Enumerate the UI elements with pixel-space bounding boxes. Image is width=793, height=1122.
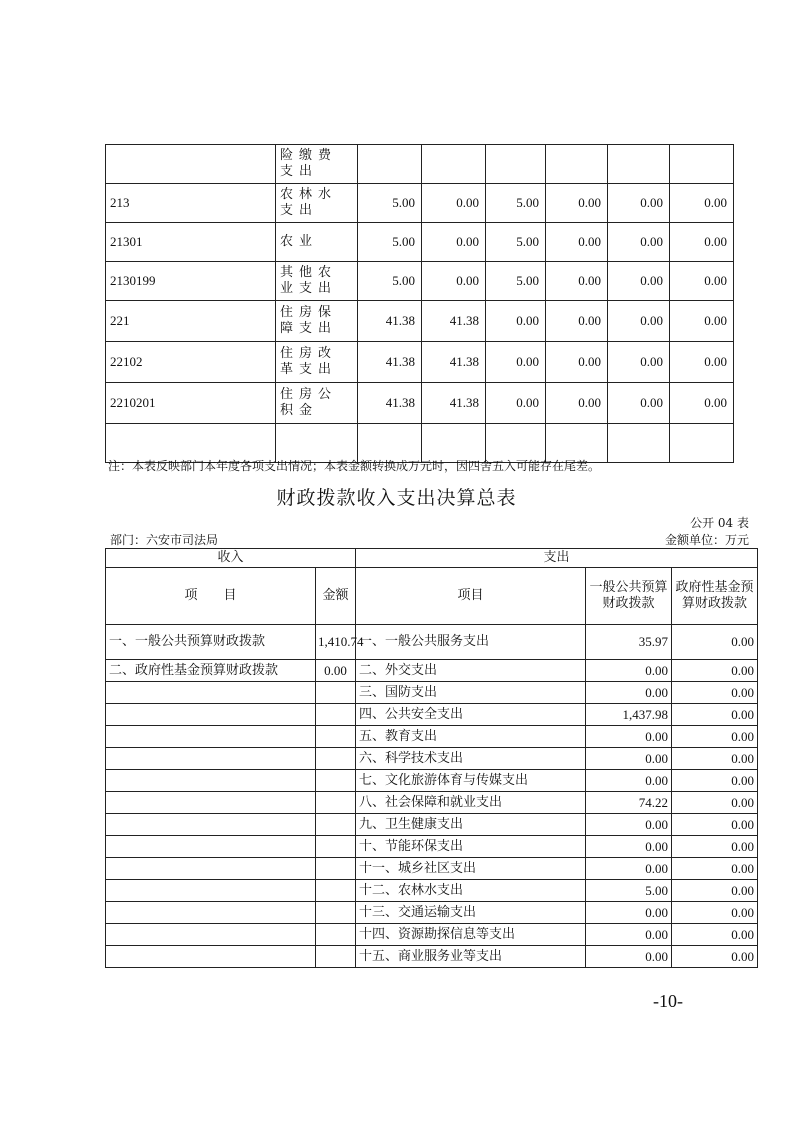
- general-budget-value: 35.97: [586, 625, 672, 660]
- income-item: [106, 770, 316, 792]
- table-row: [106, 792, 758, 814]
- income-item: 二、政府性基金预算财政拨款: [106, 660, 316, 682]
- general-budget-value: 0.00: [586, 726, 672, 748]
- expense-item: 十三、交通运输支出: [356, 902, 586, 924]
- row-code: 21301: [106, 223, 276, 262]
- row-name: 住房改革支出: [276, 342, 358, 383]
- table-row: [106, 858, 758, 880]
- row-value: 0.00: [670, 184, 734, 223]
- income-amount: 1,410.74: [316, 625, 356, 660]
- income-item: 一、一般公共预算财政拨款: [106, 625, 316, 660]
- row-value: 41.38: [422, 342, 486, 383]
- row-value: 41.38: [358, 301, 422, 342]
- row-value: [670, 145, 734, 184]
- expense-item: 十五、商业服务业等支出: [356, 946, 586, 968]
- expense-item: 五、教育支出: [356, 726, 586, 748]
- row-value: 0.00: [670, 262, 734, 301]
- row-code: 213: [106, 184, 276, 223]
- row-value: [608, 424, 670, 463]
- expense-header: 支出: [356, 549, 758, 568]
- expense-item: 九、卫生健康支出: [356, 814, 586, 836]
- row-value: [486, 145, 546, 184]
- row-value: [358, 145, 422, 184]
- expense-item-header: 项目: [356, 568, 586, 625]
- income-item: [106, 748, 316, 770]
- income-amount: [316, 770, 356, 792]
- row-value: 0.00: [670, 342, 734, 383]
- income-amount: [316, 836, 356, 858]
- table-row: [106, 814, 758, 836]
- gov-fund-value: 0.00: [672, 880, 758, 902]
- row-value: 0.00: [422, 184, 486, 223]
- general-budget-value: 74.22: [586, 792, 672, 814]
- table-row: [106, 184, 734, 223]
- row-value: 0.00: [422, 262, 486, 301]
- general-budget-value: 0.00: [586, 660, 672, 682]
- row-value: 5.00: [358, 223, 422, 262]
- expense-item: 八、社会保障和就业支出: [356, 792, 586, 814]
- table-row: [106, 770, 758, 792]
- row-value: 5.00: [486, 262, 546, 301]
- table-row: [106, 748, 758, 770]
- form-code: 公开 04 表: [690, 516, 749, 530]
- expense-item: 十一、城乡社区支出: [356, 858, 586, 880]
- gov-fund-value: 0.00: [672, 770, 758, 792]
- income-amount: [316, 924, 356, 946]
- general-budget-value: 0.00: [586, 682, 672, 704]
- general-budget-value: 0.00: [586, 946, 672, 968]
- income-amount: 0.00: [316, 660, 356, 682]
- row-value: 0.00: [422, 223, 486, 262]
- row-code: 221: [106, 301, 276, 342]
- income-amount: [316, 858, 356, 880]
- expense-item: 四、公共安全支出: [356, 704, 586, 726]
- income-item: [106, 858, 316, 880]
- page-title: 财政拨款收入支出决算总表: [276, 487, 517, 509]
- income-amount: [316, 880, 356, 902]
- income-amount: [316, 726, 356, 748]
- row-value: 0.00: [608, 262, 670, 301]
- row-value: 0.00: [670, 301, 734, 342]
- gov-fund-value: 0.00: [672, 792, 758, 814]
- gov-fund-value: 0.00: [672, 660, 758, 682]
- gov-fund-value: 0.00: [672, 625, 758, 660]
- row-value: 0.00: [608, 184, 670, 223]
- expense-item: 七、文化旅游体育与传媒支出: [356, 770, 586, 792]
- row-name: 险缴费支出: [276, 145, 358, 184]
- row-name: 农业: [276, 223, 358, 262]
- general-budget-value: 0.00: [586, 858, 672, 880]
- income-amount: [316, 748, 356, 770]
- row-value: 0.00: [486, 383, 546, 424]
- general-budget-value: 1,437.98: [586, 704, 672, 726]
- expenditure-detail-table: [105, 144, 734, 463]
- table-row: [106, 682, 758, 704]
- page-number: -10-: [653, 991, 683, 1011]
- row-value: 5.00: [358, 262, 422, 301]
- gov-fund-value: 0.00: [672, 726, 758, 748]
- income-amount: [316, 902, 356, 924]
- table-row: [106, 704, 758, 726]
- row-code: 2130199: [106, 262, 276, 301]
- amount-header: 金额: [316, 568, 356, 625]
- income-item: [106, 946, 316, 968]
- row-value: 0.00: [608, 301, 670, 342]
- table-row: [106, 660, 758, 682]
- row-value: 0.00: [608, 223, 670, 262]
- table-row: [106, 946, 758, 968]
- table-row: [106, 342, 734, 383]
- row-value: [608, 145, 670, 184]
- row-value: 0.00: [546, 184, 608, 223]
- row-value: 41.38: [358, 383, 422, 424]
- expense-item: 二、外交支出: [356, 660, 586, 682]
- row-value: 0.00: [486, 301, 546, 342]
- table-note: 注：本表反映部门本年度各项支出情况；本表金额转换成万元时，因四舍五入可能存在尾差。: [108, 459, 601, 473]
- general-budget-value: 0.00: [586, 770, 672, 792]
- row-value: [546, 145, 608, 184]
- expense-item: 十四、资源勘探信息等支出: [356, 924, 586, 946]
- table-row: [106, 836, 758, 858]
- income-header: 收入: [106, 549, 356, 568]
- row-value: 5.00: [486, 184, 546, 223]
- table-row: [106, 301, 734, 342]
- gov-fund-header: 政府性基金预算财政拨款: [672, 568, 758, 625]
- row-name: 住房公积金: [276, 383, 358, 424]
- income-amount: [316, 792, 356, 814]
- income-item: [106, 682, 316, 704]
- general-budget-value: 0.00: [586, 748, 672, 770]
- row-value: [422, 145, 486, 184]
- row-code: 22102: [106, 342, 276, 383]
- row-value: 5.00: [486, 223, 546, 262]
- row-name: 其他农业支出: [276, 262, 358, 301]
- general-budget-value: 0.00: [586, 836, 672, 858]
- row-value: 41.38: [422, 383, 486, 424]
- gov-fund-value: 0.00: [672, 682, 758, 704]
- gov-fund-value: 0.00: [672, 814, 758, 836]
- row-value: 41.38: [358, 342, 422, 383]
- table-row: [106, 223, 734, 262]
- department-label: 部门：六安市司法局: [110, 533, 219, 547]
- table-row: [106, 902, 758, 924]
- gov-fund-value: 0.00: [672, 704, 758, 726]
- general-budget-value: 0.00: [586, 902, 672, 924]
- table-row: [106, 924, 758, 946]
- row-value: 0.00: [670, 383, 734, 424]
- income-amount: [316, 946, 356, 968]
- income-item: [106, 902, 316, 924]
- income-expense-summary-table: [105, 548, 758, 968]
- income-item-header: 项 目: [106, 568, 316, 625]
- row-value: 0.00: [546, 262, 608, 301]
- row-value: 0.00: [608, 383, 670, 424]
- gov-fund-value: 0.00: [672, 858, 758, 880]
- income-item: [106, 836, 316, 858]
- row-value: 5.00: [358, 184, 422, 223]
- row-code: [106, 145, 276, 184]
- gov-fund-value: 0.00: [672, 946, 758, 968]
- expense-item: 三、国防支出: [356, 682, 586, 704]
- gov-fund-value: 0.00: [672, 836, 758, 858]
- row-value: 0.00: [608, 342, 670, 383]
- table-row: [106, 262, 734, 301]
- income-item: [106, 924, 316, 946]
- row-value: 0.00: [670, 223, 734, 262]
- income-amount: [316, 814, 356, 836]
- income-item: [106, 726, 316, 748]
- row-value: [670, 424, 734, 463]
- row-code: 2210201: [106, 383, 276, 424]
- row-value: 0.00: [546, 383, 608, 424]
- table-row: [106, 625, 758, 660]
- row-value: 0.00: [546, 301, 608, 342]
- expense-item: 六、科学技术支出: [356, 748, 586, 770]
- income-item: [106, 792, 316, 814]
- general-budget-value: 0.00: [586, 814, 672, 836]
- row-name: 农林水支出: [276, 184, 358, 223]
- table-row: [106, 145, 734, 184]
- income-item: [106, 814, 316, 836]
- income-item: [106, 880, 316, 902]
- table-row: [106, 726, 758, 748]
- row-value: 41.38: [422, 301, 486, 342]
- expense-item: 一、一般公共服务支出: [356, 625, 586, 660]
- row-name: 住房保障支出: [276, 301, 358, 342]
- income-amount: [316, 682, 356, 704]
- gov-fund-value: 0.00: [672, 902, 758, 924]
- table-row: [106, 383, 734, 424]
- unit-label: 金额单位：万元: [664, 533, 749, 547]
- income-item: [106, 704, 316, 726]
- general-budget-header: 一般公共预算财政拨款: [586, 568, 672, 625]
- general-budget-value: 0.00: [586, 924, 672, 946]
- expense-item: 十二、农林水支出: [356, 880, 586, 902]
- row-value: 0.00: [546, 342, 608, 383]
- income-amount: [316, 704, 356, 726]
- row-value: 0.00: [486, 342, 546, 383]
- table-row: [106, 880, 758, 902]
- general-budget-value: 5.00: [586, 880, 672, 902]
- expense-item: 十、节能环保支出: [356, 836, 586, 858]
- gov-fund-value: 0.00: [672, 924, 758, 946]
- row-value: 0.00: [546, 223, 608, 262]
- gov-fund-value: 0.00: [672, 748, 758, 770]
